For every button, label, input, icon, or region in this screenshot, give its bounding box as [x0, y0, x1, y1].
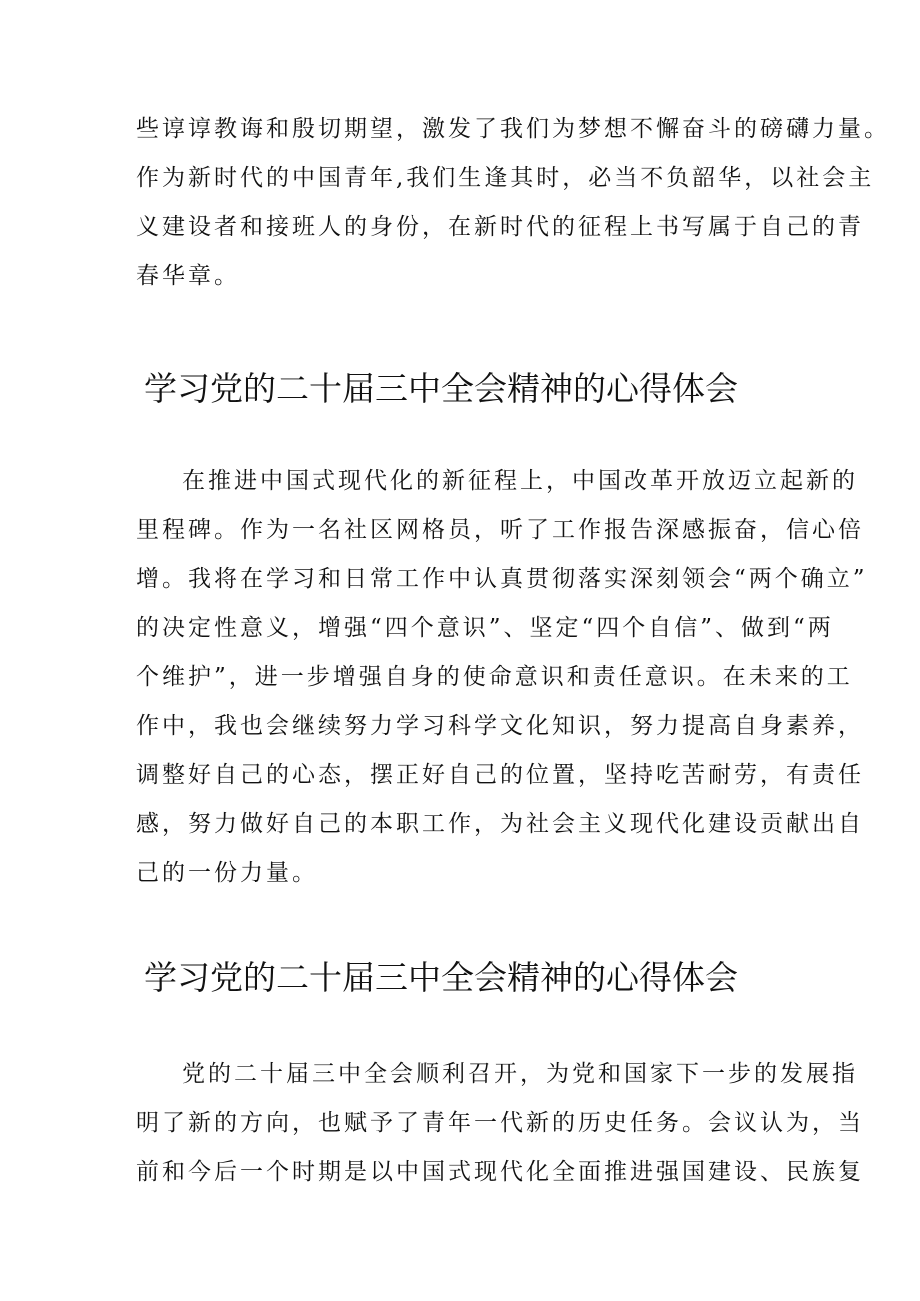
- text-line: 作为新时代的中国青年,我们生逢其时，必当不负韶华，以社会主: [136, 165, 875, 191]
- section-heading: 学习党的二十届三中全会精神的心得体会: [144, 369, 738, 408]
- paragraph-community-worker: [136, 457, 868, 898]
- text-line: 义建设者和接班人的身份，在新时代的征程上书写属于自己的青: [136, 214, 864, 240]
- text-line: 作中，我也会继续努力学习科学文化知识，努力提高自身素养，: [136, 713, 864, 739]
- text-line: 前和今后一个时期是以中国式现代化全面推进强国建设、民族复: [136, 1159, 864, 1185]
- text-line: 在推进中国式现代化的新征程上，中国改革开放迈立起新的: [182, 468, 858, 494]
- text-line: 的决定性意义，增强“四个意识”、坚定“四个自信”、做到“两: [136, 615, 834, 641]
- text-line: 增。我将在学习和日常工作中认真贯彻落实深刻领会“两个确立”: [136, 566, 868, 592]
- text-line: 些谆谆教诲和殷切期望，激发了我们为梦想不懈奋斗的磅礴力量。: [136, 116, 890, 142]
- text-line: 明了新的方向，也赋予了青年一代新的历史任务。会议认为，当: [136, 1110, 864, 1136]
- text-line: 党的二十届三中全会顺利召开，为党和国家下一步的发展指: [182, 1061, 858, 1087]
- section-heading: 学习党的二十届三中全会精神的心得体会: [144, 958, 738, 997]
- text-line: 感，努力做好自己的本职工作，为社会主义现代化建设贡献出自: [136, 811, 864, 837]
- text-line: 己的一份力量。: [136, 860, 318, 886]
- text-line: 个维护”，进一步增强自身的使命意识和责任意识。在未来的工: [136, 664, 853, 690]
- paragraph-continued: [136, 105, 890, 301]
- text-line: 里程碑。作为一名社区网格员，听了工作报告深感振奋，信心倍: [136, 517, 864, 543]
- text-line: 春华章。: [136, 263, 240, 289]
- text-line: 调整好自己的心态，摆正好自己的位置，坚持吃苦耐劳，有责任: [136, 762, 864, 788]
- paragraph-youth-task: [136, 1050, 864, 1197]
